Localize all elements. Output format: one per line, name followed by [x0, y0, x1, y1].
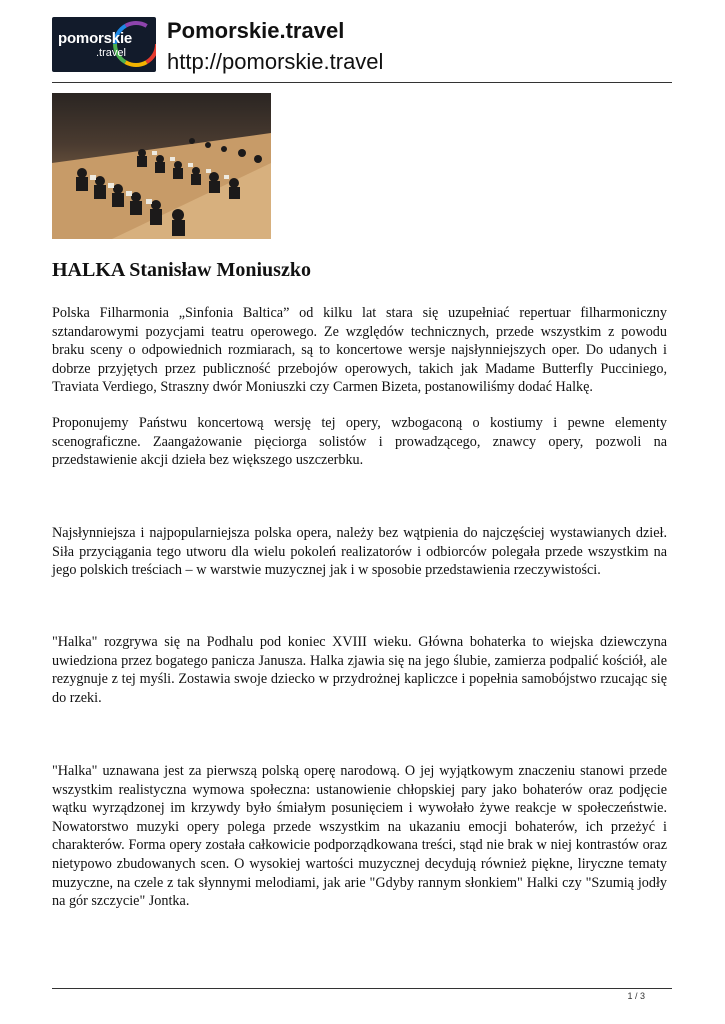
logo-text-main: pomorskie — [58, 30, 133, 47]
header-divider — [52, 82, 672, 83]
footer-divider — [52, 988, 672, 989]
article-paragraph: Proponujemy Państwu koncertową wersję tej opery, wzbogaconą o kostiumy i pewne elementy scenograficzne. Zaangażowanie pięciorga solistów i prowadzącego, znawcy opery, pozwoli na przedstawienie akcji dzieła bez większego uszczerbku. — [52, 415, 667, 469]
page-header — [52, 17, 672, 83]
article-paragraph: Polska Filharmonia „Sinfonia Baltica” od kilku lat stara się uzupełniać repertuar filharmoniczny sztandarowymi pozycjami teatru operowego. Ze względów technicznych, przede wszystkim z powodu braku sceny o odpowiednich rozmiarach, są to koncertowe wersje najsłynniejszych oper. Do udanych i dobrze przyjętych przez publiczność przebojów operowych, takich jak Madame Butterfly Pucciniego, Traviata Verdiego, Straszny dwór Moniuszki czy Carmen Bizeta, postanowiliśmy dodać Halkę. — [52, 305, 667, 396]
site-name: Pomorskie.travel — [167, 18, 345, 43]
page-number: 1 / 3 — [627, 991, 645, 1001]
article-paragraph: "Halka" uznawana jest za pierwszą polską operę narodową. O jej wyjątkowym znaczeniu stanowi przede wszystkim realistyczna wymowa społeczna: ustanowienie chłopskiej pary jako bohaterów oraz podjęcie wątku wyrządzonej im krzywdy było śmiałym posunięciem i wywołało żywe reakcje w społeczeństwie. Nowatorstwo muzyki opery polega przede wszystkim na ukazaniu emocji bohaterów, ich przeżyć i charakterów. Forma opery została całkowicie podporządkowana treści, stąd nie brak w niej kontrastów oraz nietypowo zbudowanych scen. O wysokiej wartości muzycznej decydują również piękne, liryczne tematy muzyczne, na czele z tak słynnymi melodiami, jak arie "Gdyby rannym słonkiem" Halki czy "Szumią jodły na gór szczycie" Jontka. — [52, 763, 667, 910]
site-url-link[interactable]: http://pomorskie.travel — [167, 49, 384, 74]
orchestra-photo — [52, 93, 271, 239]
logo-text-domain: .travel — [96, 47, 126, 59]
article-paragraph: Najsłynniejsza i najpopularniejsza polska opera, należy bez wątpienia do najczęściej wystawianych dzieł. Siła przyciągania tego utworu dla wielu pokoleń realizatorów i odbiorców polegała przede wszystkim na jego polskich treściach – w warstwie muzycznej jak i w sposobie przedstawienia rzeczywistości. — [52, 525, 667, 579]
pomorskie-travel-logo[interactable] — [52, 17, 156, 72]
article-title: HALKA Stanisław Moniuszko — [52, 259, 311, 281]
article-paragraph: "Halka" rozgrywa się na Podhalu pod koniec XVIII wieku. Główna bohaterka to wiejska dziewczyna uwiedziona przez bogatego panicza Janusza. Halka zjawia się na jego ślubie, zamierza podpalić kościół, ale rezygnuje z tej myśli. Zostawia swoje dziecko w przydrożnej kapliczce i popełnia samobójstwo rzucając się do rzeki. — [52, 634, 667, 706]
